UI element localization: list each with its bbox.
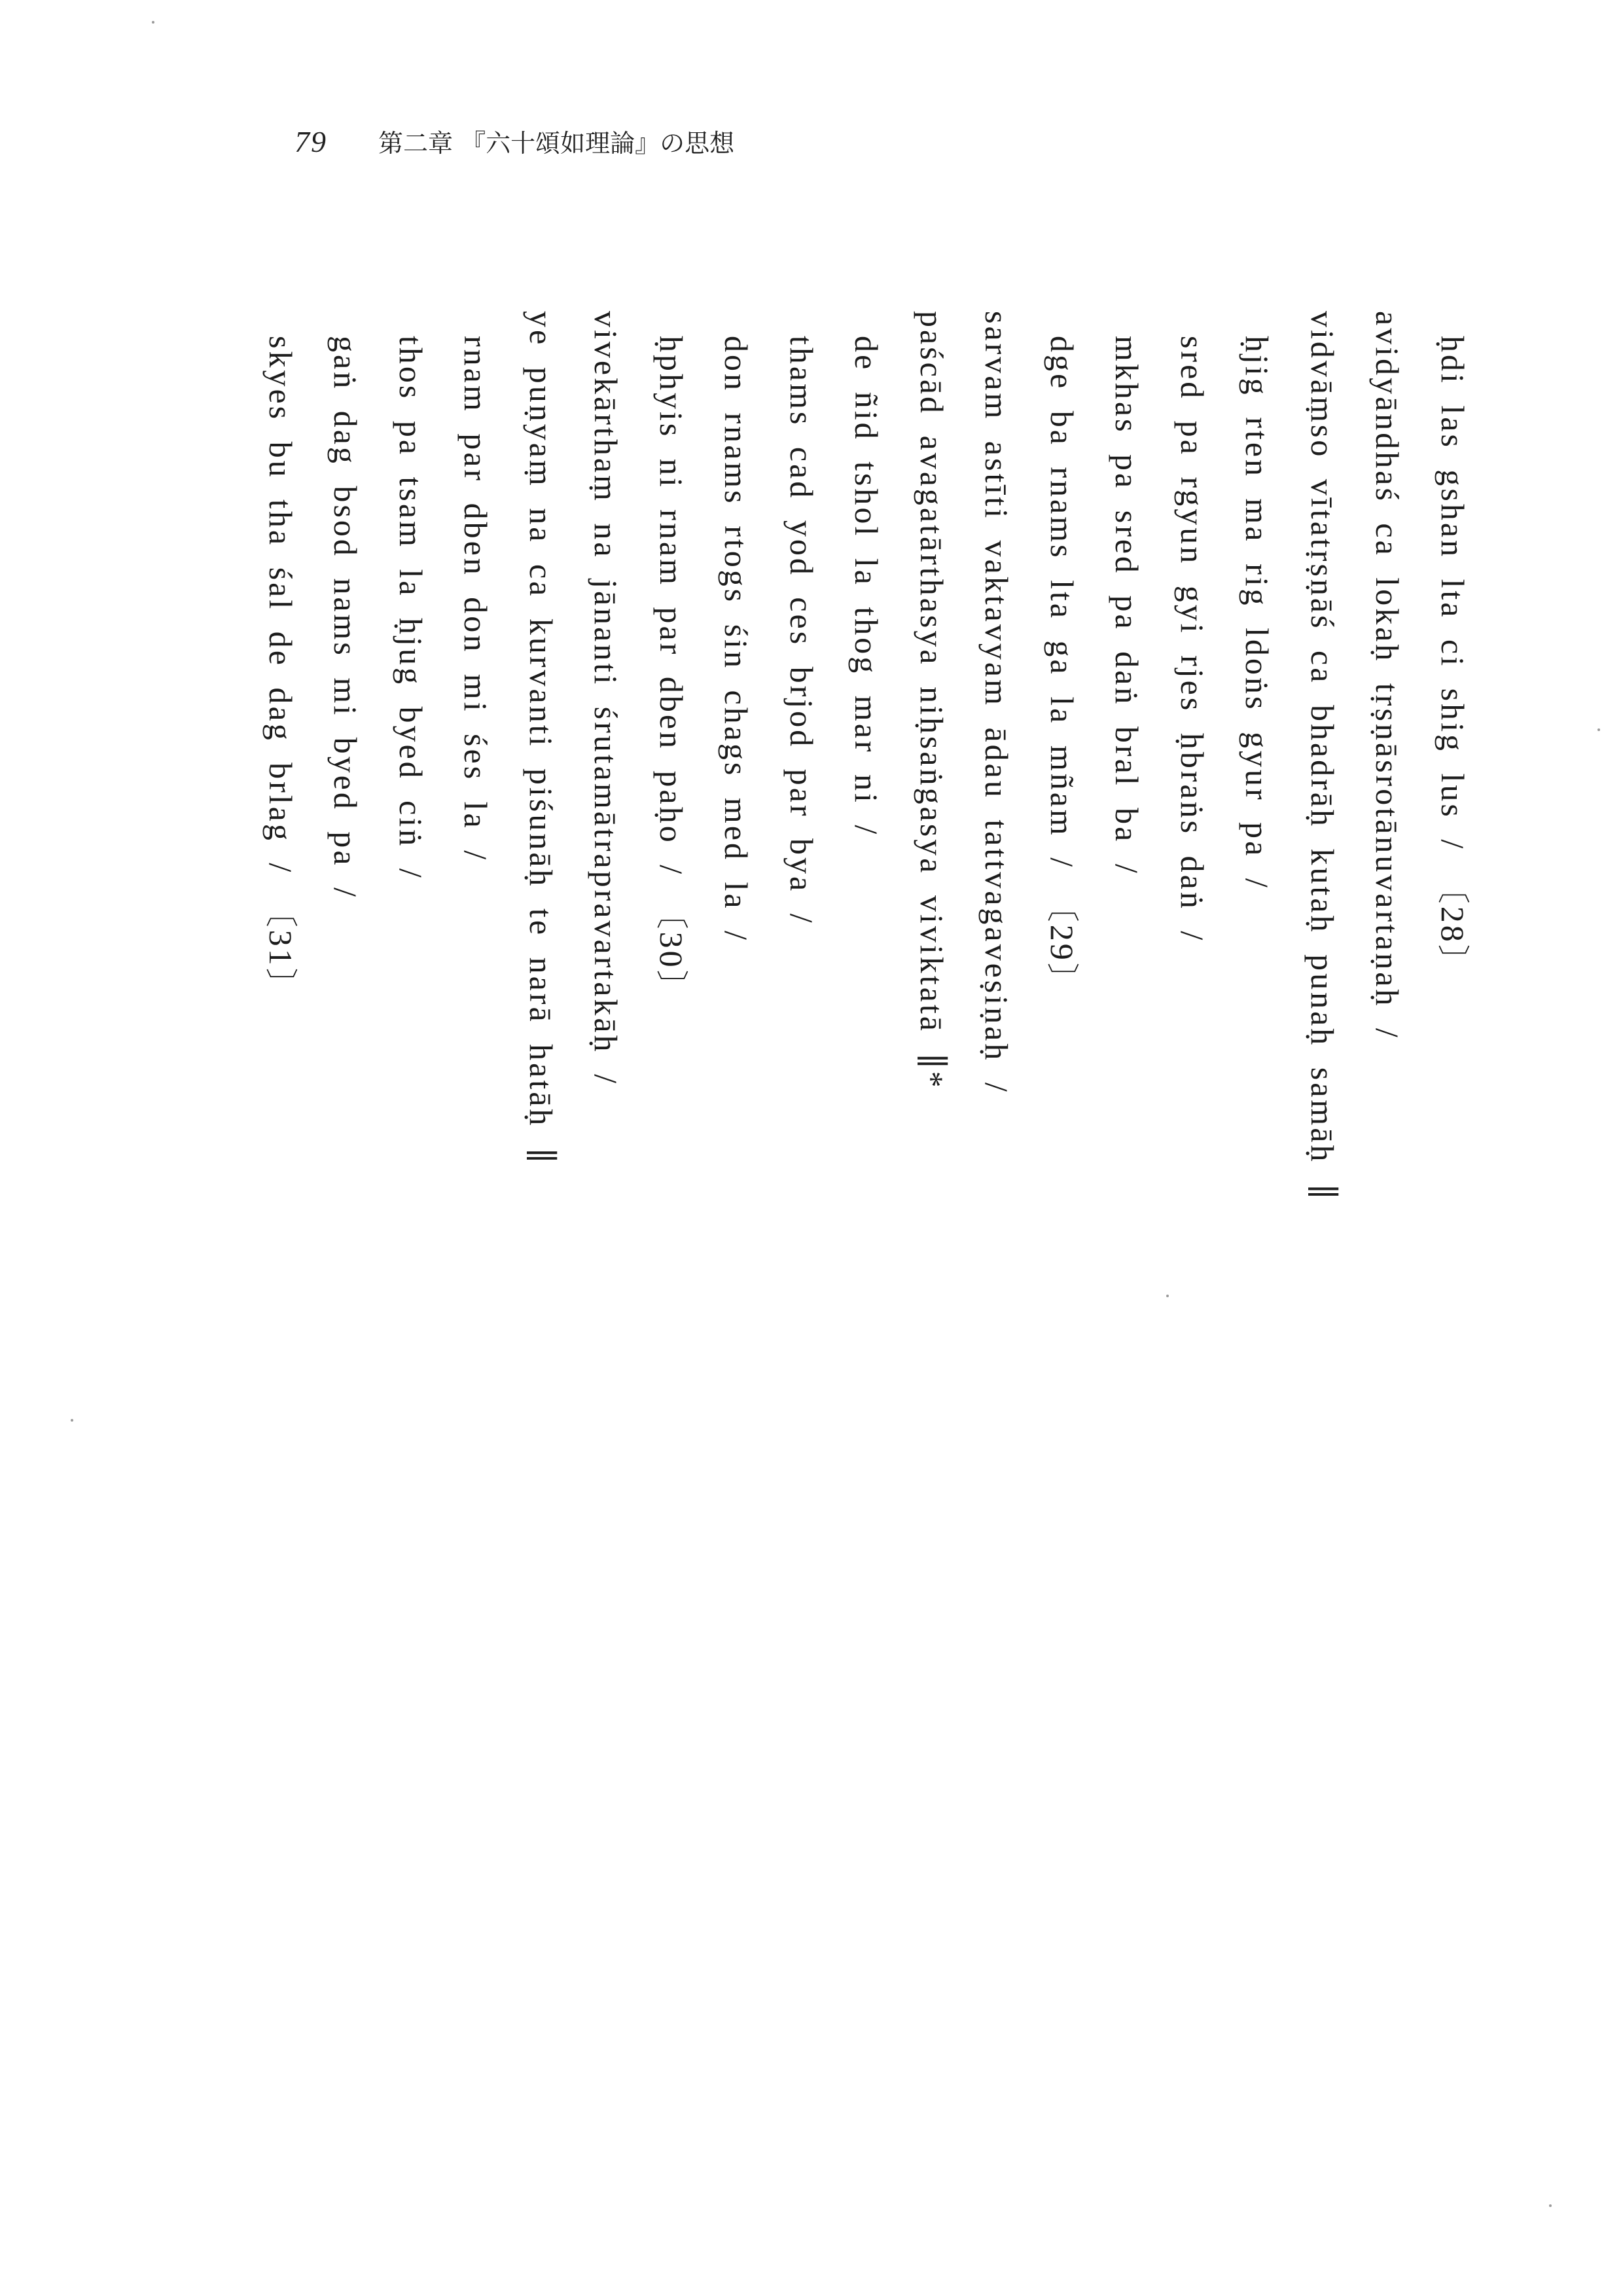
verse-line: sred pa rgyun gyi rjes ḥbraṅs daṅ /: [1174, 336, 1211, 943]
scan-speck: [1166, 1295, 1169, 1297]
verse-line: vidvāṃso vītatṛṣṇāś ca bhadrāḥ kutaḥ punaḥ samāḥ ∥: [1304, 311, 1341, 1202]
verse-line: avidyāndhaś ca lokaḥ tṛṣṇāsrotānuvartaṇaḥ /: [1369, 311, 1406, 1040]
verse-line: thams cad yod ces brjod par bya /: [783, 336, 820, 925]
verse-line: don rnams rtogs śin chags med la /: [718, 336, 755, 942]
running-title: 第二章 『六十頌如理論』の思想: [378, 129, 735, 158]
verse-line: thos pa tsam la ḥjug byed ciṅ /: [393, 336, 429, 880]
scan-speck: [71, 1419, 73, 1422]
verse-line: de ñid tshol la thog mar ni /: [848, 336, 885, 837]
verse-line: ḥjig rten ma rig ldoṅs gyur pa /: [1239, 336, 1276, 890]
verse-line: sarvam astīti vaktavyam ādau tattvagaveṣiṇaḥ /: [978, 311, 1016, 1094]
verse-line: rnam par dben don mi śes la /: [457, 336, 495, 863]
scan-speck: [1597, 728, 1600, 731]
verse-line: skyes bu tha śal de dag brlag / 〔31〕: [262, 336, 299, 1003]
verse-line: ḥdi las gshan lta ci shig lus / 〔28〕: [1435, 336, 1471, 980]
running-header: [294, 123, 734, 169]
verse-line: paścād avagatārthasya niḥsaṅgasya viviktatā ∥*: [914, 311, 950, 1090]
verse-line: ḥphyis ni rnam par dben paḥo / 〔30〕: [653, 336, 690, 1005]
verse-line: vivekārthaṃ na jānanti śrutamātrapravartakāḥ /: [588, 311, 625, 1086]
verse-line: gaṅ dag bsod nams mi byed pa /: [327, 336, 365, 899]
verse-line: dge ba rnams lta ga la mñam / 〔29〕: [1044, 336, 1080, 998]
scan-speck: [152, 21, 154, 24]
scan-speck: [1549, 2204, 1552, 2207]
verse-line: mkhas pa sred pa daṅ bral ba /: [1109, 336, 1146, 876]
page-number: 79: [294, 125, 327, 158]
verse-line: ye puṇyaṃ na ca kurvanti piśunāḥ te narā hatāḥ ∥: [523, 311, 560, 1166]
